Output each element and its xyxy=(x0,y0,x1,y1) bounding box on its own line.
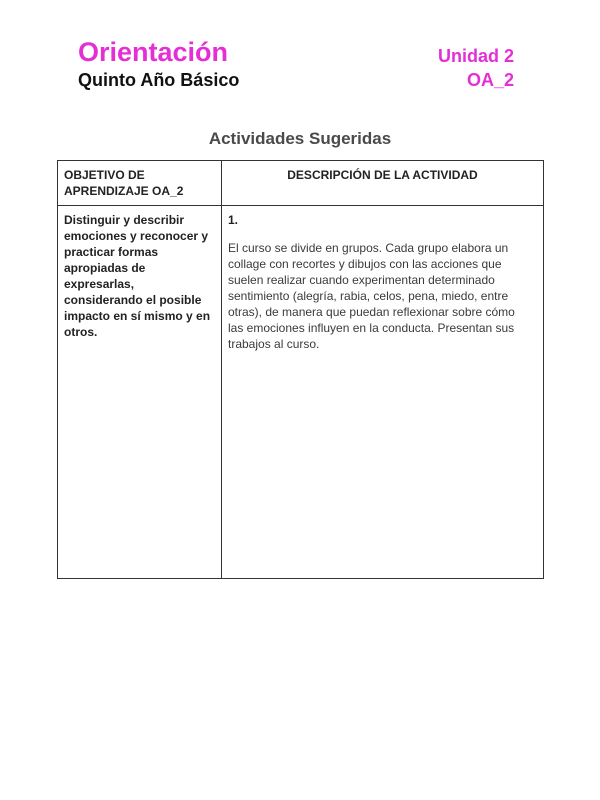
objective-cell: Distinguir y describir emociones y reconocer y practicar formas apropiadas de expresarlas, considerando el posible impacto en sí mismo y en otros. xyxy=(58,206,222,579)
description-header: DESCRIPCIÓN DE LA ACTIVIDAD xyxy=(222,161,544,206)
description-cell xyxy=(222,206,544,579)
oa-label: OA_2 xyxy=(466,70,514,90)
page-title: Orientación xyxy=(78,37,229,67)
objective-header: OBJETIVO DE APRENDIZAJE OA_2 xyxy=(58,161,222,206)
activities-table xyxy=(57,160,544,579)
table-header-row xyxy=(58,161,544,206)
unit-label: Unidad 2 xyxy=(437,46,514,66)
grade-subtitle: Quinto Año Básico xyxy=(78,70,240,90)
table-row xyxy=(58,206,544,579)
activity-text: El curso se divide en grupos. Cada grupo elabora un collage con recortes y dibujos con las acciones que suelen realizar cuando experimentan determinado sentimiento (alegría, rabia, celos, pena, miedo, entre otras), de manera que puedan reflexionar sobre cómo las emociones influyen en la conducta. Presentan sus trabajos al curso. xyxy=(228,241,515,351)
section-title: Actividades Sugeridas xyxy=(208,129,392,148)
activity-number: 1. xyxy=(228,213,239,227)
